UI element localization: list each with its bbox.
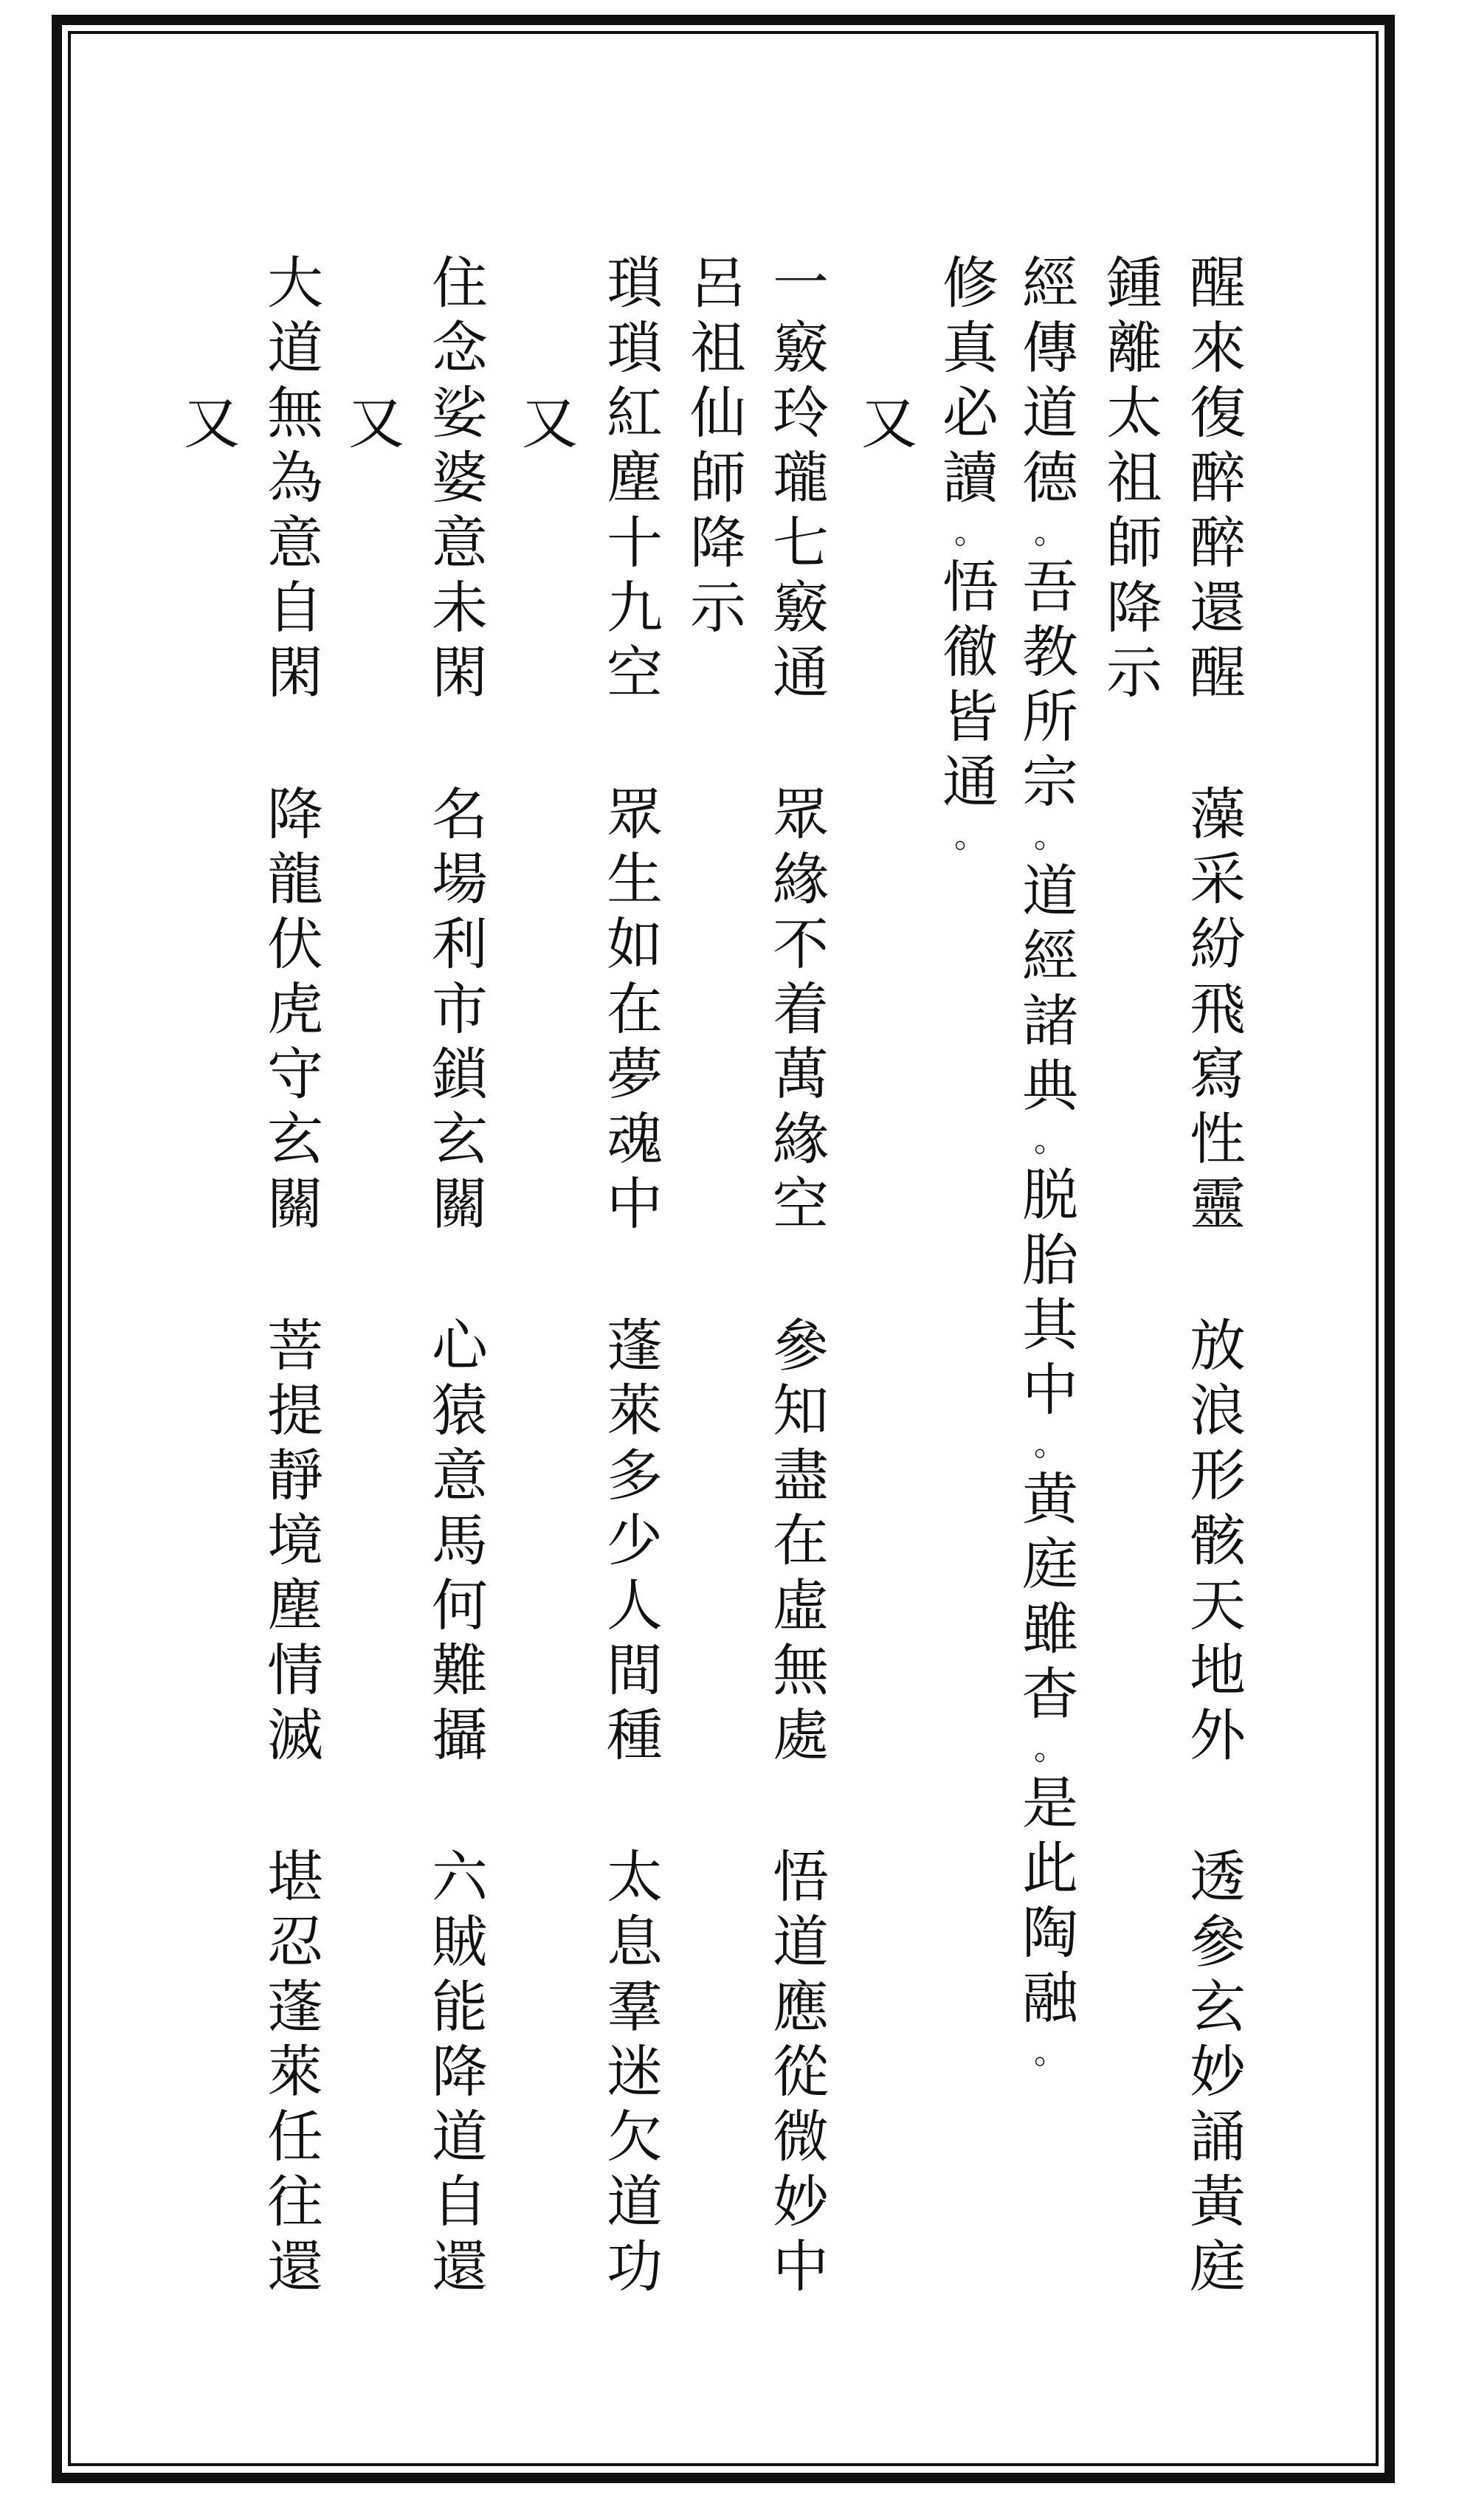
character: 諸	[1022, 988, 1078, 1054]
character: 微	[773, 2104, 829, 2169]
verse-line	[594, 251, 675, 705]
punctuation-mark: 。	[1034, 2034, 1066, 2071]
character: 黃	[1190, 2169, 1246, 2234]
character: 醉	[1190, 445, 1246, 511]
character: 道	[432, 2104, 488, 2169]
character: 利	[432, 911, 488, 977]
character: 妙	[773, 2169, 829, 2234]
character: 間	[607, 1637, 663, 1703]
character: 悟	[773, 1844, 829, 1910]
character: 住	[432, 250, 488, 316]
character: 人	[607, 1573, 663, 1638]
character: 守	[267, 1041, 323, 1107]
character: 教	[1022, 619, 1078, 685]
character: 地	[1190, 1637, 1246, 1703]
character: 關	[267, 1171, 323, 1237]
character: 放	[1190, 1313, 1246, 1378]
character: 道	[1022, 380, 1078, 446]
character: 紅	[607, 380, 663, 446]
character: 是	[1022, 1770, 1078, 1836]
character: 玄	[267, 1106, 323, 1172]
character: 仙	[690, 380, 746, 446]
character: 着	[773, 976, 829, 1042]
character: 竅	[773, 575, 829, 641]
character: 太	[607, 1844, 663, 1910]
verse-line	[1177, 1845, 1258, 2299]
character: 虎	[267, 976, 323, 1042]
character: 傳	[1022, 315, 1078, 381]
character: 外	[1190, 1702, 1246, 1768]
character: 關	[432, 1171, 488, 1237]
character: 無	[267, 380, 323, 446]
character: 道	[607, 2169, 663, 2234]
verse-line	[760, 1313, 841, 1768]
verse-line	[255, 1845, 336, 2299]
character: 雖	[1022, 1596, 1078, 1662]
character: 盡	[773, 1443, 829, 1508]
character: 融	[1022, 1965, 1078, 2031]
character: 伏	[267, 911, 323, 977]
character: 意	[432, 1443, 488, 1508]
character: 在	[773, 1508, 829, 1573]
character: 眾	[607, 781, 663, 847]
character: 黄	[1022, 1466, 1078, 1532]
character: 賊	[432, 1909, 488, 1975]
character: 處	[773, 1702, 829, 1768]
character: 中	[773, 2234, 829, 2299]
character: 一	[773, 250, 829, 316]
character: 種	[607, 1702, 663, 1768]
character: 多	[607, 1443, 663, 1508]
character: 自	[432, 2169, 488, 2234]
character: 市	[432, 976, 488, 1042]
character: 能	[432, 1974, 488, 2040]
character: 示	[1106, 640, 1162, 705]
character: 胎	[1022, 1227, 1078, 1293]
repeat-marker: 又	[348, 390, 404, 456]
character: 師	[690, 445, 746, 511]
character: 未	[432, 575, 488, 641]
character: 中	[607, 1171, 663, 1237]
character: 緣	[773, 1106, 829, 1172]
character: 陶	[1022, 1900, 1078, 1966]
character: 玄	[432, 1106, 488, 1172]
character: 十	[607, 510, 663, 576]
character: 蓬	[267, 1974, 323, 2040]
punctuation-mark: 。	[954, 818, 987, 855]
character: 名	[432, 781, 488, 847]
character: 醒	[1190, 640, 1246, 705]
character: 通	[942, 749, 999, 815]
character: 參	[773, 1313, 829, 1378]
character: 庭	[1022, 1531, 1078, 1597]
character: 徹	[942, 619, 999, 685]
character: 意	[267, 510, 323, 576]
verse-line	[760, 251, 841, 705]
character: 透	[1190, 1844, 1246, 1910]
character: 九	[607, 575, 663, 641]
character: 緣	[773, 846, 829, 912]
character: 還	[267, 2234, 323, 2299]
character: 在	[607, 976, 663, 1042]
character: 閑	[267, 640, 323, 705]
character: 靈	[1190, 1171, 1246, 1237]
character: 瑣	[607, 250, 663, 316]
character: 何	[432, 1573, 488, 1638]
character: 大	[267, 250, 323, 316]
character: 通	[773, 640, 829, 705]
verse-line	[255, 251, 336, 705]
character: 呂	[690, 250, 746, 316]
verse-line	[419, 251, 500, 705]
character: 眾	[773, 781, 829, 847]
character: 道	[1022, 858, 1078, 924]
character: 采	[1190, 846, 1246, 912]
character: 經	[1022, 923, 1078, 989]
character: 祖	[690, 315, 746, 381]
punctuation-mark: 。	[1034, 1730, 1066, 1767]
character: 往	[267, 2169, 323, 2234]
character: 靜	[267, 1443, 323, 1508]
character: 馬	[432, 1508, 488, 1573]
character: 龍	[267, 846, 323, 912]
character: 瓏	[773, 445, 829, 511]
verse-line	[1177, 251, 1258, 705]
character: 降	[690, 510, 746, 576]
character: 骸	[1190, 1508, 1246, 1573]
character: 示	[690, 575, 746, 641]
character: 還	[432, 2234, 488, 2299]
character: 必	[942, 380, 999, 446]
character: 娑	[432, 380, 488, 446]
character: 夢	[607, 1041, 663, 1107]
character: 此	[1022, 1835, 1078, 1901]
character: 醒	[1190, 250, 1246, 316]
verse-line	[594, 1845, 675, 2299]
character: 難	[432, 1637, 488, 1703]
character: 性	[1190, 1106, 1246, 1172]
character: 任	[267, 2104, 323, 2169]
character: 經	[1022, 250, 1078, 316]
character: 誦	[1190, 2104, 1246, 2169]
verse-line	[594, 782, 675, 1237]
character: 師	[1106, 510, 1162, 576]
character: 蓬	[607, 1313, 663, 1378]
character: 七	[773, 510, 829, 576]
character: 來	[1190, 315, 1246, 381]
character: 忍	[267, 1909, 323, 1975]
character: 玄	[1190, 1974, 1246, 2040]
character: 知	[773, 1378, 829, 1443]
character: 真	[942, 315, 999, 381]
character: 紛	[1190, 911, 1246, 977]
punctuation-mark: 。	[1034, 818, 1066, 855]
verse-line	[255, 782, 336, 1237]
character: 少	[607, 1508, 663, 1573]
character: 塵	[607, 445, 663, 511]
section-heading	[1094, 251, 1175, 705]
verse-line	[419, 1845, 500, 2299]
character: 迷	[607, 2039, 663, 2105]
character: 讀	[942, 445, 999, 511]
character: 滅	[267, 1702, 323, 1768]
character: 欠	[607, 2104, 663, 2169]
character: 瑣	[607, 315, 663, 381]
character: 皆	[942, 684, 999, 750]
character: 道	[267, 315, 323, 381]
character: 萊	[607, 1378, 663, 1443]
character: 無	[773, 1637, 829, 1703]
character: 塵	[267, 1573, 323, 1638]
prose-column	[1010, 251, 1091, 2075]
character: 復	[1190, 380, 1246, 446]
character: 堪	[267, 1844, 323, 1910]
character: 道	[773, 1909, 829, 1975]
character: 如	[607, 911, 663, 977]
character: 離	[1106, 315, 1162, 381]
character: 境	[267, 1508, 323, 1573]
character: 天	[1190, 1573, 1246, 1638]
character: 猿	[432, 1378, 488, 1443]
character: 萊	[267, 2039, 323, 2105]
character: 鍾	[1106, 250, 1162, 316]
character: 魂	[607, 1106, 663, 1172]
character: 菩	[267, 1313, 323, 1378]
character: 生	[607, 846, 663, 912]
character: 寫	[1190, 1041, 1246, 1107]
character: 典	[1022, 1053, 1078, 1119]
character: 應	[773, 1974, 829, 2040]
character: 宗	[1022, 749, 1078, 815]
character: 形	[1190, 1443, 1246, 1508]
character: 竅	[773, 315, 829, 381]
character: 虛	[773, 1573, 829, 1638]
verse-line	[760, 782, 841, 1237]
character: 六	[432, 1844, 488, 1910]
character: 醉	[1190, 510, 1246, 576]
character: 空	[773, 1171, 829, 1237]
repeat-marker: 又	[861, 390, 917, 456]
prose-column	[930, 251, 1011, 859]
character: 羣	[607, 1974, 663, 2040]
character: 飛	[1190, 976, 1246, 1042]
character: 不	[773, 911, 829, 977]
character: 情	[267, 1637, 323, 1703]
character: 功	[607, 2234, 663, 2299]
character: 空	[607, 640, 663, 705]
verse-line	[419, 1313, 500, 1768]
character: 心	[432, 1313, 488, 1378]
character: 自	[267, 575, 323, 641]
character: 所	[1022, 684, 1078, 750]
verse-line	[760, 1845, 841, 2299]
character: 婆	[432, 445, 488, 511]
character: 其	[1022, 1292, 1078, 1358]
verse-line	[419, 782, 500, 1237]
character: 降	[432, 2039, 488, 2105]
verse-line	[1177, 1313, 1258, 1768]
character: 萬	[773, 1041, 829, 1107]
character: 提	[267, 1378, 323, 1443]
character: 鎖	[432, 1041, 488, 1107]
character: 德	[1022, 445, 1078, 511]
repeat-marker: 又	[184, 390, 240, 456]
character: 修	[942, 250, 999, 316]
character: 降	[1106, 575, 1162, 641]
character: 中	[1022, 1357, 1078, 1423]
character: 妙	[1190, 2039, 1246, 2105]
repeat-marker: 又	[522, 390, 578, 456]
verse-line	[1177, 782, 1258, 1237]
character: 念	[432, 315, 488, 381]
character: 息	[607, 1909, 663, 1975]
verse-line	[594, 1313, 675, 1768]
character: 脱	[1022, 1162, 1078, 1228]
punctuation-mark: 。	[954, 514, 987, 551]
character: 吾	[1022, 554, 1078, 620]
character: 場	[432, 846, 488, 912]
punctuation-mark: 。	[1034, 1426, 1066, 1463]
character: 浪	[1190, 1378, 1246, 1443]
character: 庭	[1190, 2234, 1246, 2299]
character: 意	[432, 510, 488, 576]
character: 玲	[773, 380, 829, 446]
character: 攝	[432, 1702, 488, 1768]
character: 從	[773, 2039, 829, 2105]
character: 杳	[1022, 1661, 1078, 1727]
character: 還	[1190, 575, 1246, 641]
section-heading	[677, 251, 759, 641]
character: 悟	[942, 554, 999, 620]
verse-line	[255, 1313, 336, 1768]
character: 藻	[1190, 781, 1246, 847]
punctuation-mark: 。	[1034, 1122, 1066, 1159]
character: 閑	[432, 640, 488, 705]
character: 參	[1190, 1909, 1246, 1975]
character: 太	[1106, 380, 1162, 446]
character: 降	[267, 781, 323, 847]
character: 祖	[1106, 445, 1162, 511]
character: 為	[267, 445, 323, 511]
punctuation-mark: 。	[1034, 514, 1066, 551]
